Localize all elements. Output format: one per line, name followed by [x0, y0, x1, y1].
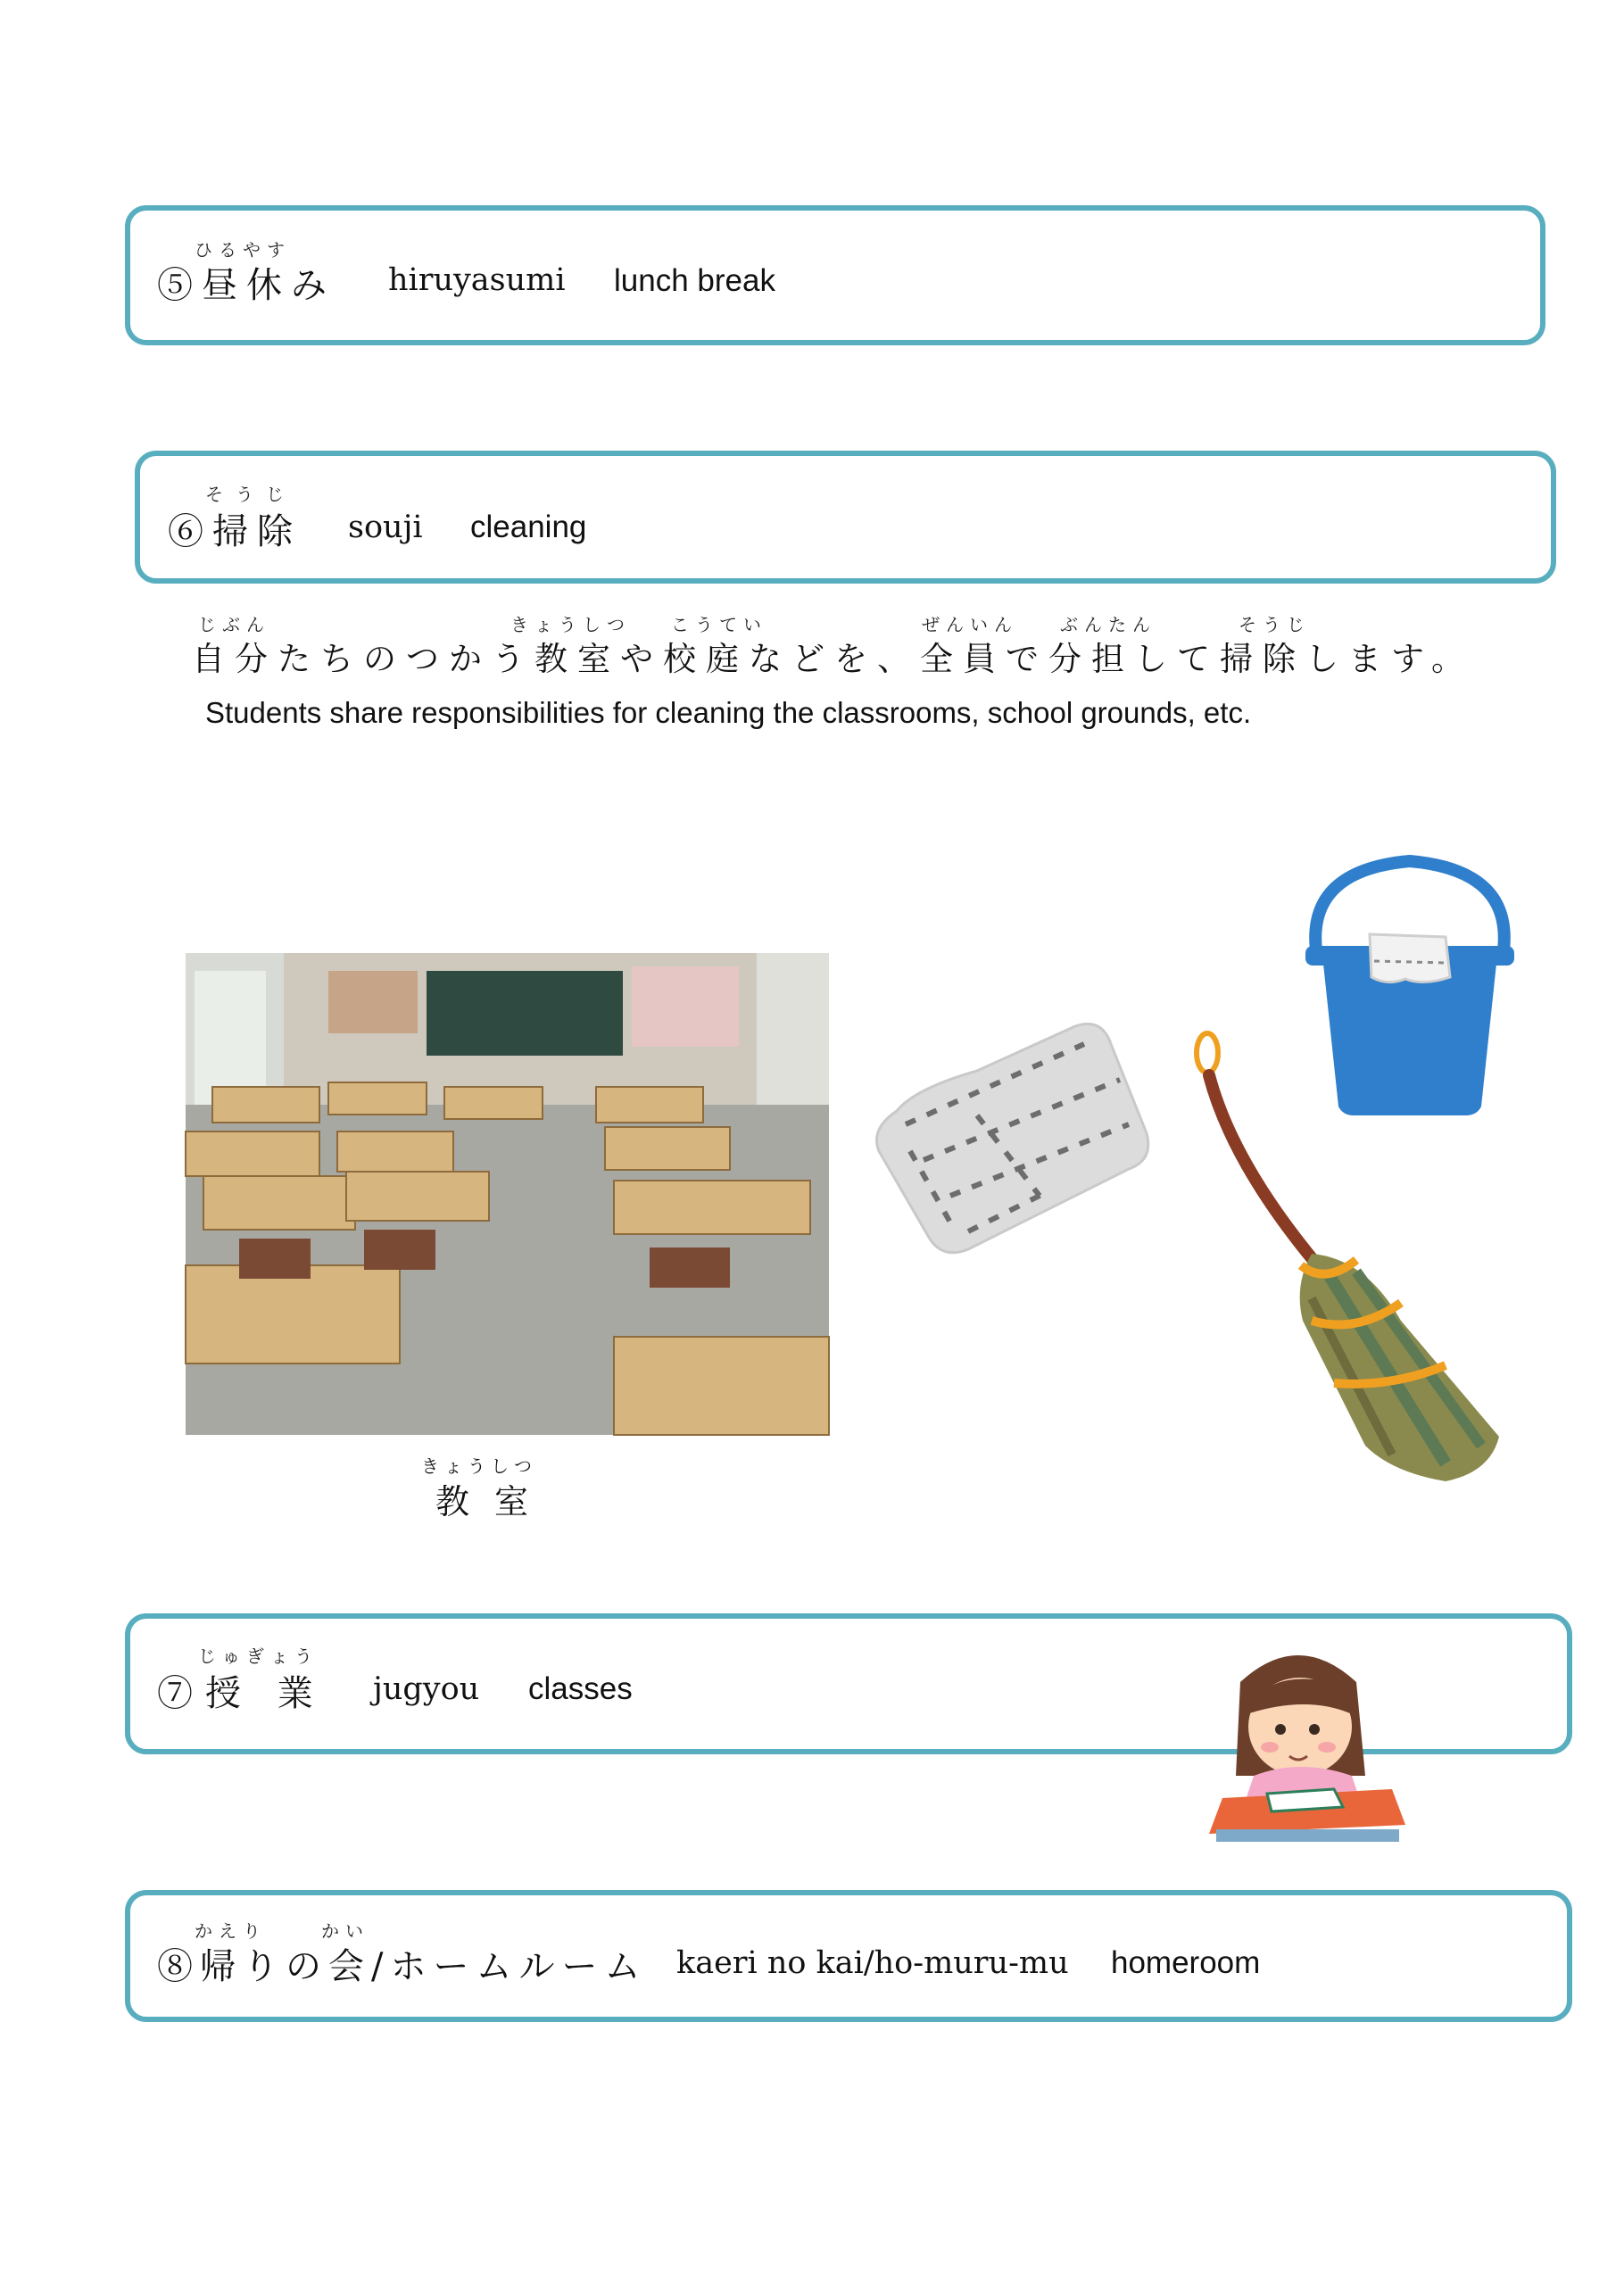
cleaning-sentence-japanese: 自分たちのつかう教室や校庭などを、全員で分担して掃除します。 [192, 640, 1475, 678]
term-romaji: hiruyasumi [388, 262, 566, 298]
term-romaji: jugyou [373, 1671, 480, 1707]
section-lunch-break [125, 205, 1545, 345]
furigana: ひるやす [195, 239, 291, 261]
student-at-desk-icon [1200, 1642, 1414, 1847]
sentence-furigana: きょうしつ [510, 614, 631, 635]
term-japanese: ⑧帰りの会/ホームルーム [157, 1946, 648, 1987]
classroom-photo [186, 953, 829, 1435]
term-english: homeroom [1111, 1945, 1261, 1980]
term-romaji: kaeri no kai/ho-muru-mu [676, 1945, 1069, 1981]
sentence-furigana: ぶんたん [1060, 614, 1156, 635]
photo-caption-furigana: きょうしつ [421, 1455, 537, 1477]
sentence-furigana: じぶん [198, 614, 270, 635]
term-english: lunch break [614, 263, 775, 298]
photo-caption: 教室 [435, 1482, 554, 1521]
furigana: そうじ [205, 484, 296, 505]
term-japanese: ⑦授 業 [157, 1673, 326, 1714]
furigana: じゅぎょう [198, 1645, 319, 1667]
term-romaji: souji [348, 510, 423, 545]
sentence-furigana: ぜんいん [922, 614, 1018, 635]
rag-icon [870, 1017, 1156, 1258]
term-english: cleaning [470, 510, 587, 544]
cleaning-sentence-english: Students share responsibilities for cleaning the classrooms, school grounds, etc. [205, 696, 1252, 729]
furigana: かえり [195, 1920, 267, 1942]
term-english: classes [528, 1671, 633, 1706]
term-japanese: ⑤昼休み [157, 265, 336, 306]
term-japanese: ⑥掃除 [168, 511, 302, 552]
sentence-furigana: そうじ [1239, 614, 1311, 635]
furigana: かい [321, 1920, 369, 1942]
sentence-furigana: こうてい [671, 614, 767, 635]
broom-icon [1178, 1026, 1517, 1490]
